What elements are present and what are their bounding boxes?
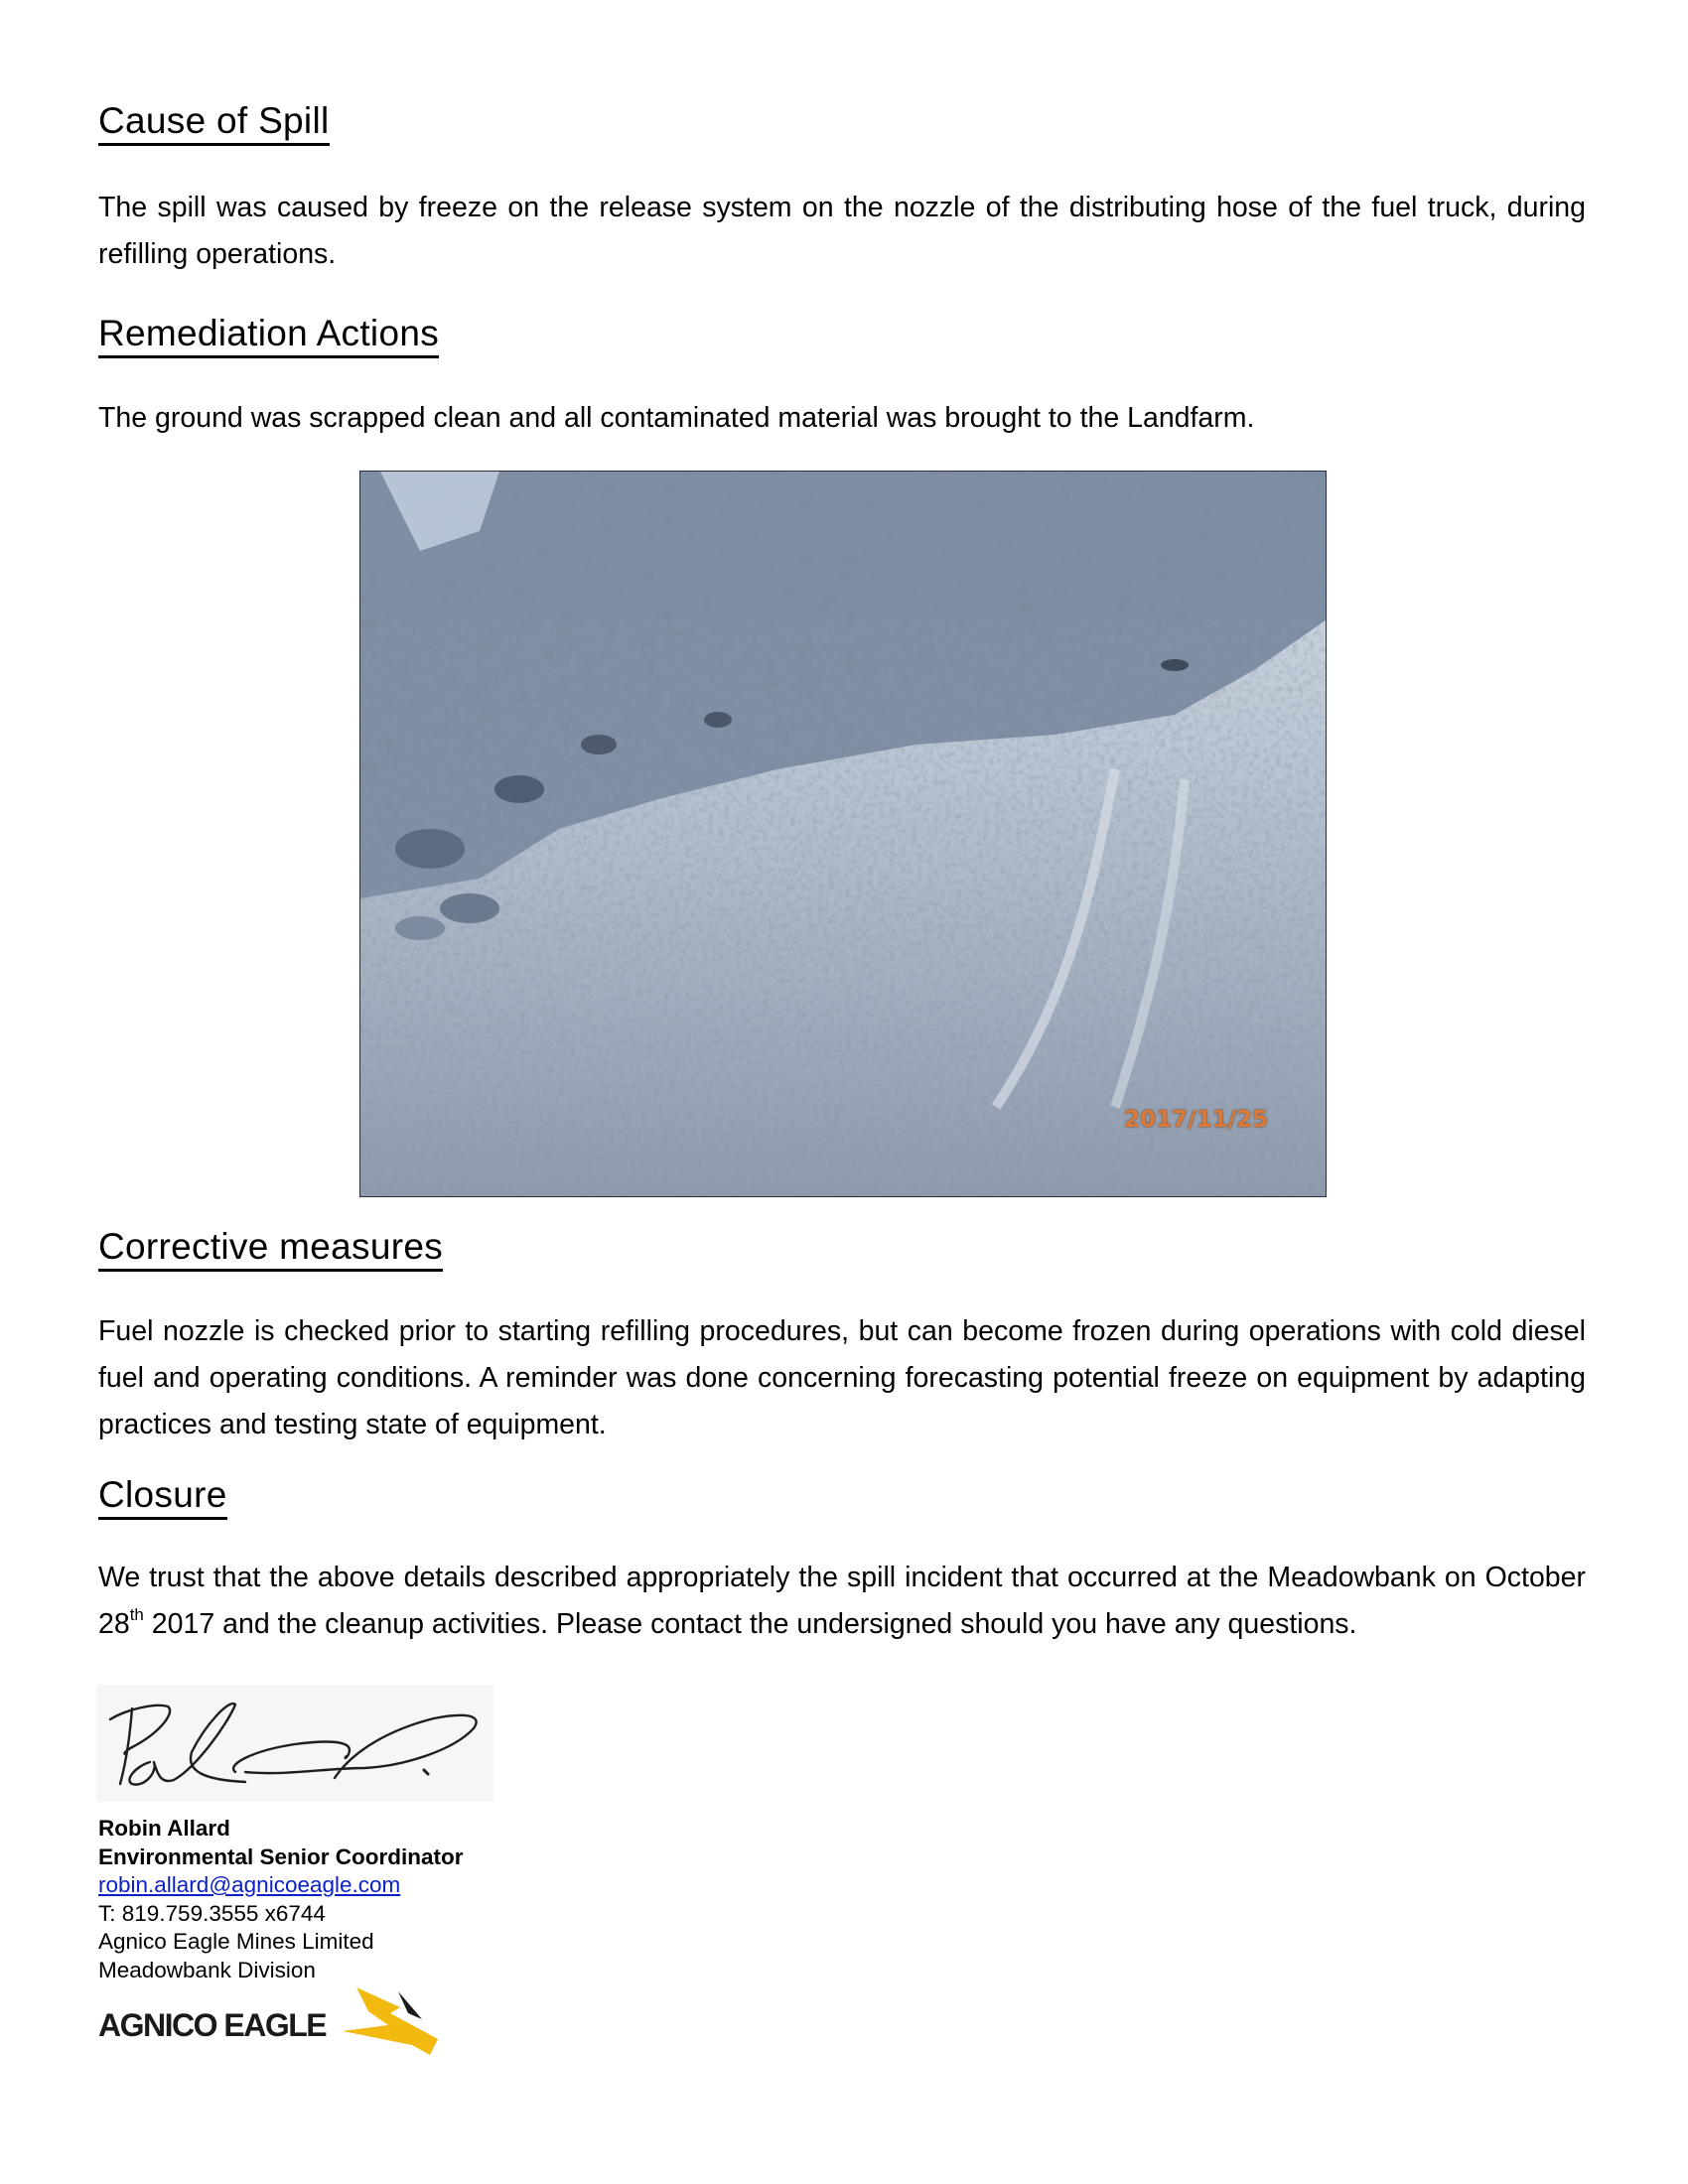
closure-text-part2: 2017 and the cleanup activities. Please contact the undersigned should you have any questions. (143, 1608, 1357, 1640)
signer-division: Meadowbank Division (98, 1957, 316, 1982)
corrective-measures-text: Fuel nozzle is checked prior to starting refilling procedures, but can become frozen during operations with cold diesel fuel and operating conditions. A reminder was done concerning forecasting potential freeze on equipment by adapting practices and testing state of equipment. (98, 1315, 1586, 1440)
heading-remediation-actions: Remediation Actions (98, 312, 439, 358)
signer-name: Robin Allard (98, 1816, 230, 1841)
eagle-wing-icon (339, 1985, 448, 2057)
photo-date-stamp: 2017/11/25 (1124, 1107, 1268, 1133)
heading-closure: Closure (98, 1473, 227, 1520)
signature-block (98, 1815, 464, 1984)
signer-title: Environmental Senior Coordinator (98, 1843, 464, 1869)
ordinal-suffix: th (129, 1605, 144, 1624)
snowy-ground-photo (360, 472, 1326, 1196)
signer-email-link[interactable]: robin.allard@agnicoeagle.com (98, 1872, 401, 1897)
site-photo (359, 471, 1327, 1197)
logo-wordmark: AGNICO EAGLE (98, 2007, 327, 2043)
agnico-eagle-logo (98, 1985, 456, 2055)
cause-of-spill-text: The spill was caused by freeze on the release system on the nozzle of the distributing hose of the fuel truck, during refilling operations. (98, 192, 1586, 270)
handwritten-signature (96, 1685, 493, 1802)
heading-cause-of-spill: Cause of Spill (98, 99, 330, 146)
closure-text-part1: We trust that the above details described appropriately the spill incident that occurred at the Meadowbank on October 28 (98, 1562, 1586, 1640)
signer-phone: T: 819.759.3555 x6744 (98, 1900, 326, 1926)
heading-corrective-measures: Corrective measures (98, 1225, 443, 1272)
signer-company: Agnico Eagle Mines Limited (98, 1929, 374, 1954)
remediation-text: The ground was scrapped clean and all contaminated material was brought to the Landfarm. (98, 402, 1255, 434)
closure-text (98, 1555, 1586, 1648)
